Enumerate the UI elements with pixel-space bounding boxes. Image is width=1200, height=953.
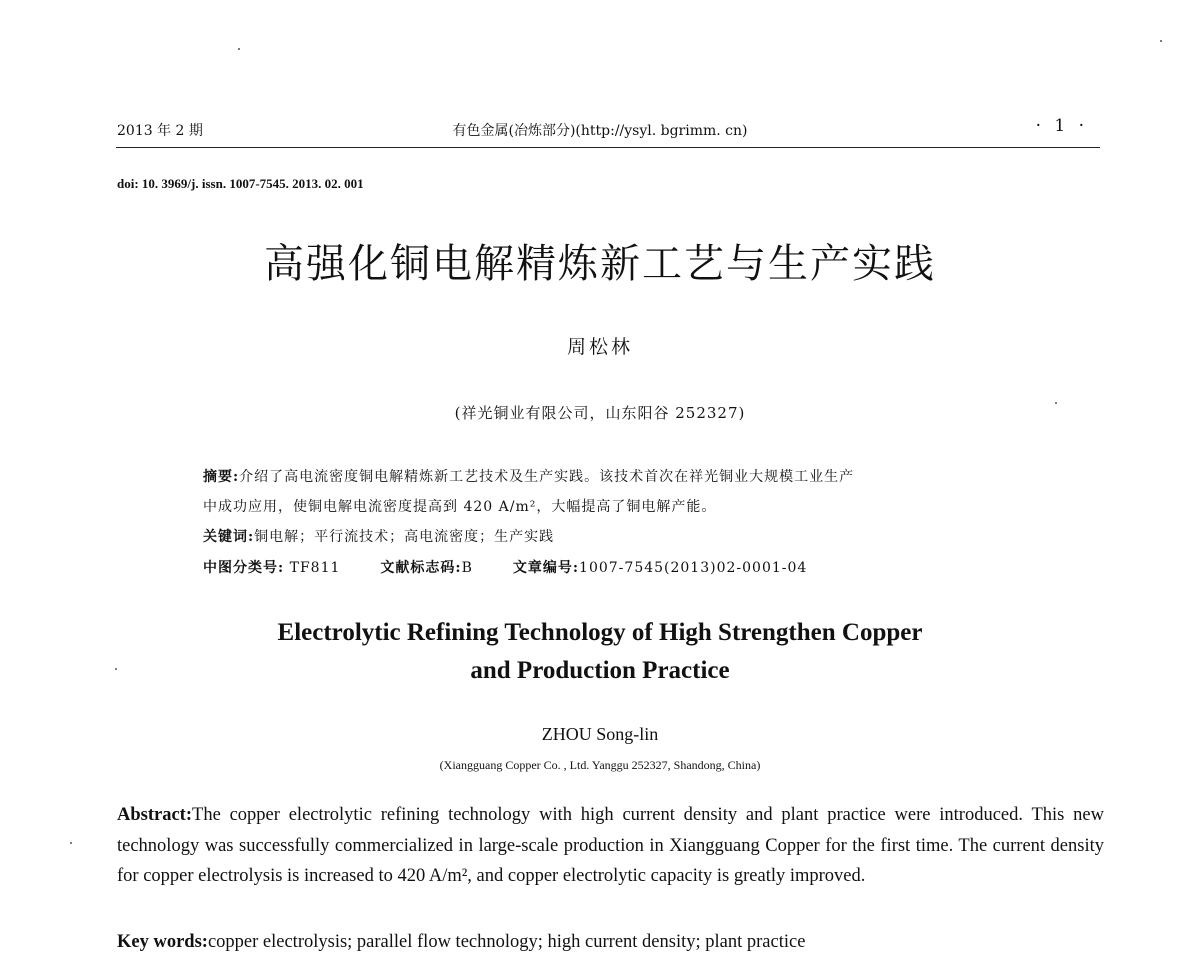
clc-label: 中图分类号: xyxy=(203,560,285,576)
keywords-english-label: Key words: xyxy=(117,932,208,952)
scan-speck xyxy=(115,668,117,670)
scan-speck xyxy=(238,48,240,50)
scan-speck xyxy=(1055,402,1057,404)
article-number-label: 文章编号: xyxy=(512,560,580,576)
abstract-english-label: Abstract: xyxy=(117,805,193,825)
keywords-chinese xyxy=(203,526,554,546)
abstract-english-text: The copper electrolytic refining technology with high current density and plant practice were introduced. This new technology was successfully commercialized in large-scale production in Xiangguang Copper for the first time. The current density for copper electrolysis is increased to 420 A/m², and copper electrolytic capacity is greatly improved. xyxy=(117,805,1104,886)
abstract-chinese-label: 摘要: xyxy=(203,469,240,485)
keywords-chinese-label: 关键词: xyxy=(203,529,255,545)
abstract-chinese-text-1: 介绍了高电流密度铜电解精炼新工艺技术及生产实践。该技术首次在祥光铜业大规模工业生产 xyxy=(239,469,855,485)
title-english-line-2: and Production Practice xyxy=(470,657,730,684)
scan-speck xyxy=(70,842,72,844)
abstract-english xyxy=(117,800,1104,892)
page-number: · 1 · xyxy=(1035,116,1088,136)
article-number-value: 1007-7545(2013)02-0001-04 xyxy=(579,560,808,576)
doc-code-label: 文献标志码: xyxy=(380,560,462,576)
abstract-chinese-line-2: 中成功应用，使铜电解电流密度提高到 420 A/m²，大幅提高了铜电解产能。 xyxy=(203,499,717,515)
author-chinese: 周松林 xyxy=(566,336,633,358)
doc-code-value: B xyxy=(461,560,473,576)
title-english-line-1: Electrolytic Refining Technology of High Strengthen Copper xyxy=(277,619,923,646)
keywords-english xyxy=(117,932,1104,953)
abstract-chinese-line-1 xyxy=(203,466,854,486)
affiliation-chinese: (祥光铜业有限公司，山东阳谷 252327) xyxy=(454,404,746,422)
classification-chinese xyxy=(203,557,807,577)
scan-speck xyxy=(1160,40,1162,42)
author-english: ZHOU Song-lin xyxy=(541,724,659,744)
journal-header: 有色金属(冶炼部分)(http://ysyl. bgrimm. cn) xyxy=(452,123,748,139)
keywords-chinese-text: 铜电解；平行流技术；高电流密度；生产实践 xyxy=(254,529,555,545)
clc-value: TF811 xyxy=(284,560,341,576)
affiliation-english: (Xiangguang Copper Co. , Ltd. Yanggu 252327, Shandong, China) xyxy=(439,758,761,772)
header-rule xyxy=(116,147,1100,148)
issue-label: 2013 年 2 期 xyxy=(117,123,203,139)
title-chinese: 高强化铜电解精炼新工艺与生产实践 xyxy=(264,241,936,287)
keywords-english-text: copper electrolysis; parallel flow technology; high current density; plant practice xyxy=(207,932,806,952)
doi: doi: 10. 3969/j. issn. 1007-7545. 2013. 02. 001 xyxy=(117,176,364,191)
